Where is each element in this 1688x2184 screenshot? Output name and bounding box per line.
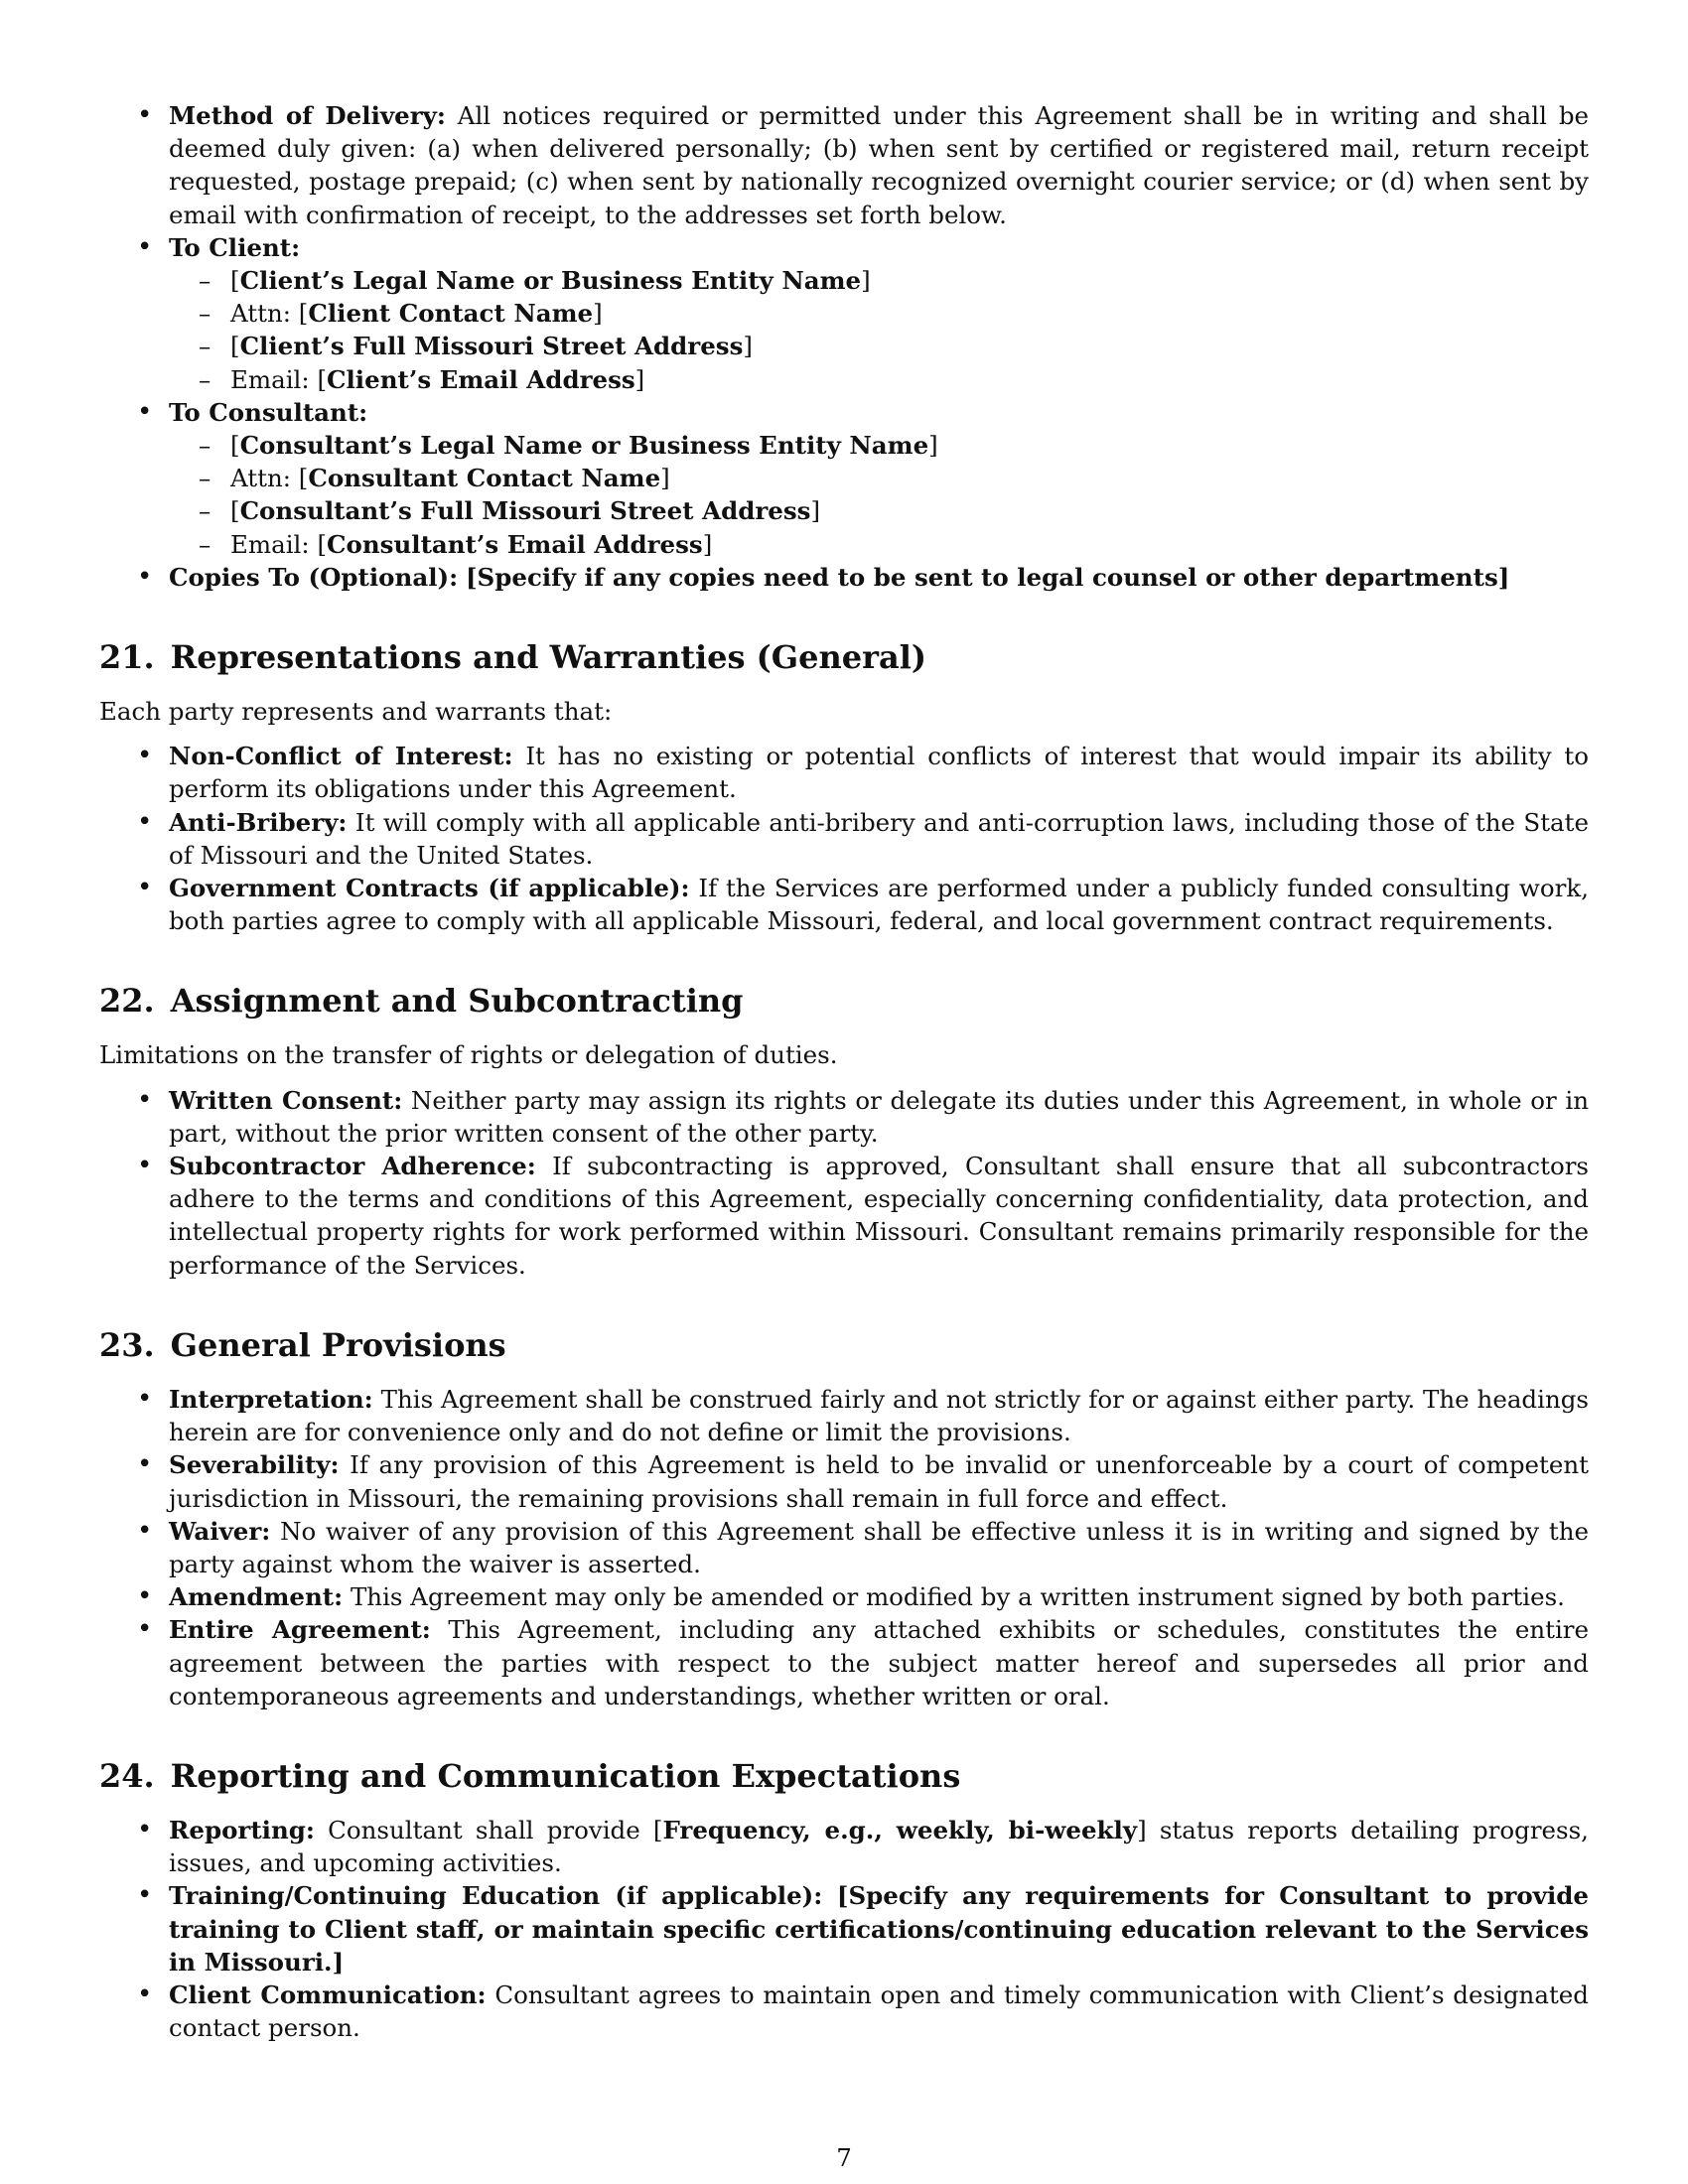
item-text: If subcontracting is approved, Consultant shall ensure that all subcontractors adhere to the terms and conditions of this Agreement, especially concerning confidentiality, data protection, and intellectual property rights for work performed within Missouri. Consultant remains primarily responsible for the performance of the Services. (169, 1152, 1589, 1280)
item-label: Subcontractor Adherence: (169, 1152, 536, 1181)
section-24-list (99, 1814, 1589, 2044)
placeholder-field: Frequency, e.g., weekly, bi-weekly (662, 1815, 1138, 1844)
placeholder-field: Client Contact Name (308, 299, 594, 329)
list-item (99, 1979, 1589, 2044)
list-item (99, 1613, 1589, 1712)
list-item (99, 1580, 1589, 1613)
consultant-address-list (169, 429, 1589, 561)
section-heading-21: 21. Representations and Warranties (General) (99, 638, 926, 677)
list-item (99, 740, 1589, 805)
section-heading-24: 24. Reporting and Communication Expectations (99, 1756, 961, 1795)
item-label: Waiver: (169, 1516, 271, 1546)
placeholder-field: Consultant’s Legal Name or Business Entity Name (239, 431, 929, 461)
item-label: To Consultant: (169, 397, 368, 427)
document-page (99, 99, 1589, 2044)
section-intro: Each party represents and warrants that: (99, 697, 613, 727)
item-label: Severability: (169, 1450, 340, 1480)
list-item (99, 1448, 1589, 1514)
item-label: Interpretation: (169, 1384, 373, 1414)
list-item (99, 1515, 1589, 1580)
list-item: • Training/Continuing Education (if applicable): [Specify any requirements for Consultant to provide training to Client staff, or maintain specific certifications/continuing education relevant to the Services in Missouri.] (99, 1879, 1589, 1979)
item-label: Amendment: (169, 1582, 344, 1612)
item-text: This Agreement may only be amended or modified by a written instrument signed by both parties. (350, 1582, 1565, 1612)
section-heading-23: 23. General Provisions (99, 1325, 506, 1364)
item-label: Entire Agreement: (169, 1615, 431, 1645)
item-text: If any provision of this Agreement is held to be invalid or unenforceable by a court of competent jurisdiction in Missouri, the remaining provisions shall remain in full force and effect. (169, 1450, 1590, 1513)
list-item: • Copies To (Optional): [Specify if any copies need to be sent to legal counsel or other departments] (99, 561, 1589, 594)
list-item (99, 396, 1589, 561)
address-line: – Attn: [Client Contact Name] (169, 297, 1589, 330)
section-22-list (99, 1084, 1589, 1282)
address-line: – Email: [Client’s Email Address] (169, 363, 1589, 396)
list-item: • Reporting: Consultant shall provide [Frequency, e.g., weekly, bi-weekly] status reports detailing progress, issues, and upcoming activities. (99, 1814, 1589, 1879)
address-line: – [Client’s Legal Name or Business Entity Name] (169, 264, 1589, 297)
placeholder-field: Client’s Full Missouri Street Address (239, 332, 744, 361)
page-number: 7 (836, 2143, 852, 2172)
list-item (99, 1084, 1589, 1150)
address-line: – [Consultant’s Legal Name or Business Entity Name] (169, 429, 1589, 462)
item-text: Neither party may assign its rights or delegate its duties under this Agreement, in whole or in part, without the prior written consent of the other party. (169, 1085, 1590, 1148)
item-label: Client Communication: (169, 1979, 487, 2009)
placeholder-field: Consultant Contact Name (308, 464, 661, 493)
item-text: It will comply with all applicable anti-bribery and anti-corruption laws, including those of the State of Missouri and the United States. (169, 807, 1590, 870)
section-heading-22: 22. Assignment and Subcontracting (99, 982, 744, 1021)
item-text: All notices required or permitted under this Agreement shall be in writing and shall be deemed duly given: (a) when delivered personally; (b) when sent by certified or registered mail, return receipt requested, postage prepaid; (c) when sent by nationally recognized overnight courier service; or (d) when sent by email with confirmation of receipt, to the addresses set forth below. (169, 101, 1589, 229)
address-line: – Email: [Consultant’s Email Address] (169, 528, 1589, 561)
item-text: It has no existing or potential conflicts of interest that would impair its ability to perform its obligations under this Agreement. (169, 742, 1589, 804)
placeholder-field: Consultant’s Email Address (327, 529, 703, 559)
item-label: Government Contracts (if applicable): (169, 874, 690, 903)
item-label: Anti-Bribery: (169, 807, 348, 837)
list-item (99, 1150, 1589, 1282)
placeholder-field: Specify any requirements for Consultant to provide training to Client staff, or maintain specific certifications/continuing education relevant to the Services in Missouri. (169, 1881, 1590, 1977)
placeholder-field: Client’s Legal Name or Business Entity Name (239, 266, 862, 296)
notices-list (99, 99, 1589, 594)
list-item (99, 1383, 1589, 1448)
client-address-list (169, 264, 1589, 396)
list-item (99, 231, 1589, 396)
address-line: – [Client’s Full Missouri Street Address] (169, 330, 1589, 362)
address-line: – Attn: [Consultant Contact Name] (169, 462, 1589, 494)
item-label: Reporting: (169, 1815, 315, 1844)
address-line: – [Consultant’s Full Missouri Street Address] (169, 494, 1589, 527)
placeholder-field: Specify if any copies need to be sent to legal counsel or other departments (477, 562, 1498, 592)
section-23-list (99, 1383, 1589, 1712)
section-intro: Limitations on the transfer of rights or delegation of duties. (99, 1040, 838, 1070)
item-text: No waiver of any provision of this Agreement shall be effective unless it is in writing and signed by the party against whom the waiver is asserted. (169, 1516, 1589, 1578)
placeholder-field: Client’s Email Address (327, 364, 635, 394)
placeholder-field: Consultant’s Full Missouri Street Address (239, 496, 811, 526)
item-label: Copies To (Optional): (169, 562, 459, 592)
item-text: Consultant agrees to maintain open and timely communication with Client’s designated contact person. (169, 1979, 1589, 2043)
item-label: Non-Conflict of Interest: (169, 742, 513, 771)
section-21-list (99, 740, 1589, 937)
item-text: This Agreement shall be construed fairly and not strictly for or against either party. The headings herein are for convenience only and do not define or limit the provisions. (169, 1384, 1589, 1447)
item-text: If the Services are performed under a publicly funded consulting work, both parties agree to comply with all applicable Missouri, federal, and local government contract requirements. (169, 874, 1589, 936)
item-text: This Agreement, including any attached exhibits or schedules, constitutes the entire agreement between the parties with respect to the subject matter hereof and supersedes all prior and contemporaneous agreements and understandings, whether written or oral. (169, 1615, 1589, 1710)
item-label: Training/Continuing Education (if applicable): (169, 1881, 823, 1911)
list-item (99, 806, 1589, 872)
item-label: To Client: (169, 232, 301, 262)
item-label: Written Consent: (169, 1085, 403, 1115)
list-item (99, 99, 1589, 231)
item-label: Method of Delivery: (169, 101, 446, 130)
list-item (99, 872, 1589, 937)
